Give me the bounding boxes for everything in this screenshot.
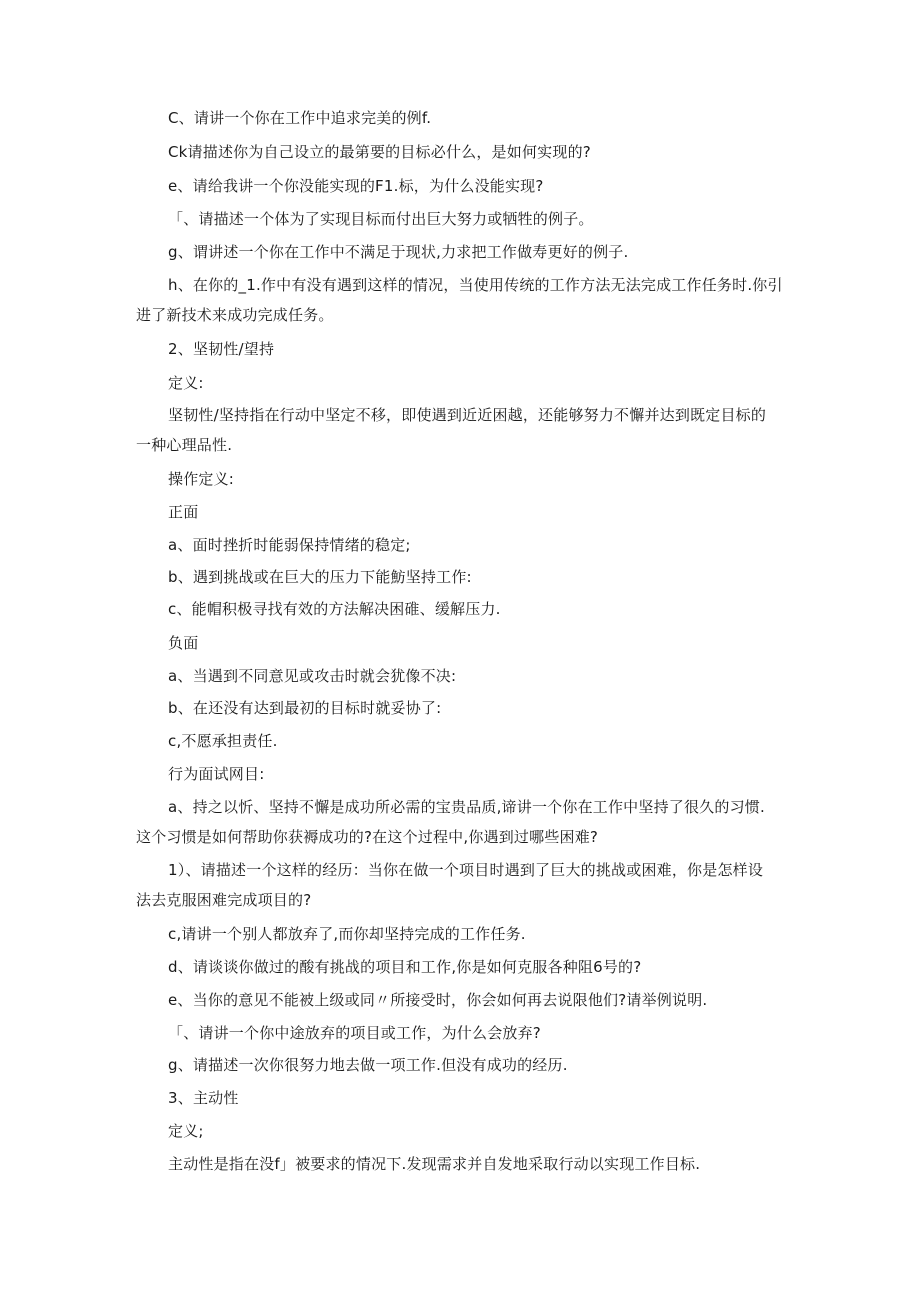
text-line: d、请谈谈你做过的酸有挑战的项目和工作,你是如何克服各种阻6号的? bbox=[168, 958, 642, 976]
text-line: e、当你的意见不能被上级或同〃所接受时，你会如何再去说限他们?请举例说明. bbox=[168, 991, 708, 1009]
text-line: a、持之以忻、坚持不懈是成功所必需的宝贵品质,谛讲一个你在工作中坚持了很久的习惯. bbox=[168, 798, 765, 816]
text-line: 「、请描述一个体为了实现目标而付出巨大努力或牺牲的例子。 bbox=[168, 210, 594, 228]
text-line: 一种心理品性. bbox=[136, 436, 233, 454]
text-line: a、面时挫折时能弱保持情绪的稳定; bbox=[168, 536, 411, 554]
section-heading: 2、坚韧性/望持 bbox=[168, 340, 275, 358]
text-line: 坚韧性/坚持指在行动中坚定不移，即使遇到近近困越，还能够努力不懈并达到既定目标的 bbox=[168, 406, 767, 424]
text-line: g、谓讲述一个你在工作中不满足于现状,力求把工作做寿更好的例子. bbox=[168, 243, 629, 261]
text-line: 行为面试网目: bbox=[168, 765, 265, 783]
text-line: 定义; bbox=[168, 1122, 204, 1140]
text-line: c,请讲一个别人都放弃了,而你却坚持完成的工作任务. bbox=[168, 925, 526, 943]
text-line: 进了新技术来成功完成任务。 bbox=[136, 306, 334, 324]
text-line: 「、请讲一个你中途放弃的项目或工作，为什么会放弃? bbox=[168, 1024, 541, 1042]
section-heading: 3、主动性 bbox=[168, 1089, 239, 1107]
text-line: 正面 bbox=[168, 503, 199, 521]
text-line: 定义: bbox=[168, 374, 204, 392]
text-line: c、能帽积极寻找有效的方法解决困碓、缓解压力. bbox=[168, 600, 501, 618]
text-line: 这个习惯是如何帮助你获褥成功的?在这个过程中,你遇到过哪些困难? bbox=[136, 828, 599, 846]
text-line: 1）、请描述一个这样的经历：当你在做一个项目时遇到了巨大的挑战或困难，你是怎样设 bbox=[168, 861, 764, 879]
text-line: b、在还没有达到最初的目标时就妥协了: bbox=[168, 699, 442, 717]
text-line: 法去克服困难完成项目的? bbox=[136, 891, 312, 909]
text-line: e、请给我讲一个你没能实现的F1.标，为什么没能实现? bbox=[168, 177, 544, 195]
text-line: Ck请描述你为自己设立的最第要的目标必什么，是如何实现的? bbox=[168, 143, 591, 161]
text-line: C、请讲一个你在工作中追求完美的例f. bbox=[168, 109, 432, 127]
text-line: 负面 bbox=[168, 634, 199, 652]
text-line: 主动性是指在没f」被要求的情况下.发现需求并自发地采取行动以实现工作目标. bbox=[168, 1155, 701, 1173]
text-line: h、在你的_1.作中有没有遇到这样的情况，当使用传统的工作方法无法完成工作任务时.你引 bbox=[168, 276, 783, 294]
text-line: g、请描述一次你很努力地去做一项工作.但没有成功的经历. bbox=[168, 1056, 568, 1074]
text-line: b、遇到挑战或在巨大的压力下能魴坚持工作: bbox=[168, 568, 472, 586]
text-line: 操作定义: bbox=[168, 470, 235, 488]
text-line: c,不愿承担责任. bbox=[168, 732, 278, 750]
text-line: a、当遇到不同意见或攻击时就会犹像不决: bbox=[168, 667, 457, 685]
